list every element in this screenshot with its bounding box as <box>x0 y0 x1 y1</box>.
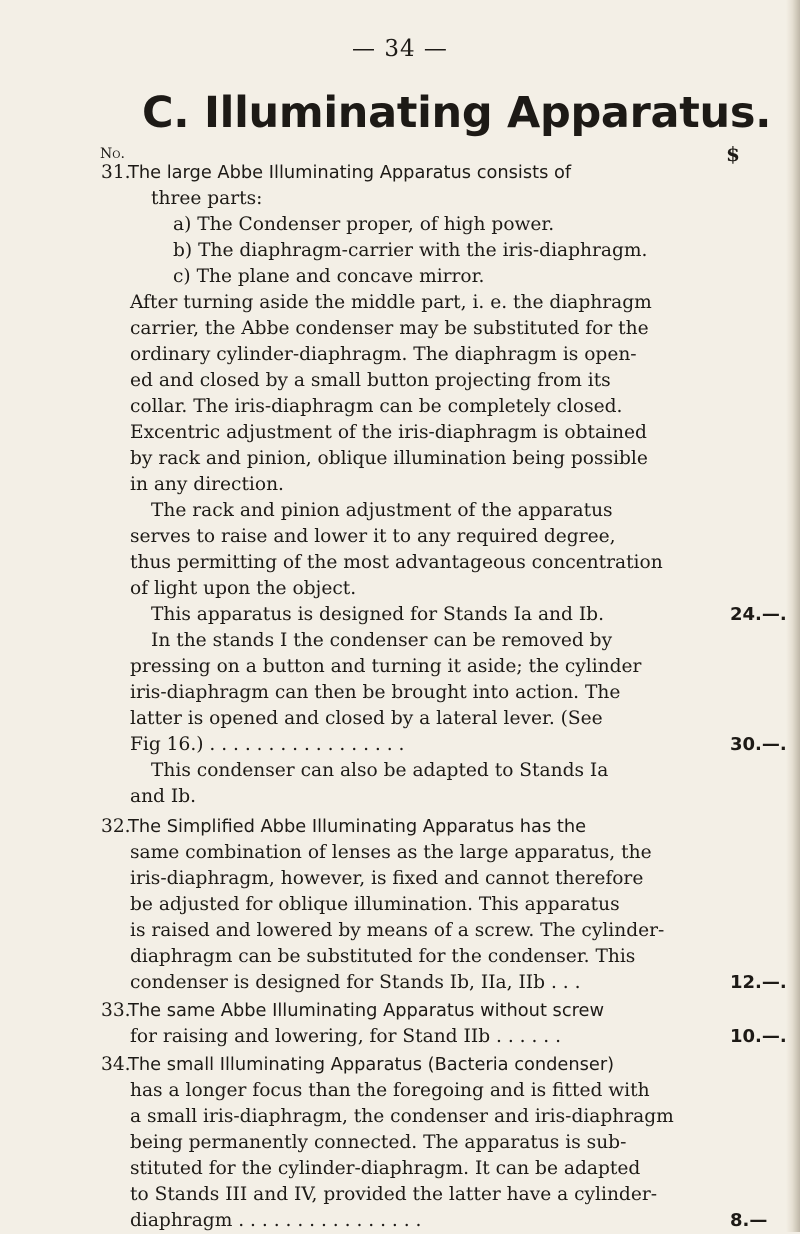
entry-number-31: 31. <box>101 162 131 183</box>
page-number: — 34 — <box>352 36 448 62</box>
entry-31-line-6: After turning aside the middle part, i. e. the diaphragm <box>130 292 652 313</box>
entry-34-line-4: being permanently connected. The apparatus is sub- <box>130 1132 627 1153</box>
entry-32-line-5: is raised and lowered by means of a screw. The cylinder- <box>130 920 665 941</box>
entry-31-line-21: iris-diaphragm can then be brought into action. The <box>130 682 621 703</box>
entry-31-line-2: three parts: <box>151 188 263 209</box>
entry-31-line-3: a) The Condenser proper, of high power. <box>173 214 555 235</box>
entry-32-line-1: The Simplified Abbe Illuminating Apparatus has the <box>128 816 587 837</box>
entry-31-line-19: In the stands I the condenser can be removed by <box>151 630 613 651</box>
price-stands-ia-ib: 24.—. <box>730 604 787 625</box>
entry-31-line-14: The rack and pinion adjustment of the apparatus <box>151 500 613 521</box>
entry-34-line-3: a small iris-diaphragm, the condenser and iris-diaphragm <box>130 1106 674 1127</box>
entry-32-line-6: diaphragm can be substituted for the condenser. This <box>130 946 636 967</box>
entry-34-line-5: stituted for the cylinder-diaphragm. It can be adapted <box>130 1158 641 1179</box>
entry-31-line-1: The large Abbe Illuminating Apparatus consists of <box>128 162 572 183</box>
entry-32-line-2: same combination of lenses as the large apparatus, the <box>130 842 652 863</box>
entry-31-line-18: This apparatus is designed for Stands Ia and Ib. <box>151 604 604 625</box>
entry-31-line-7: carrier, the Abbe condenser may be substituted for the <box>130 318 649 339</box>
page-edge-shadow <box>786 0 800 1232</box>
entry-31-line-25: and Ib. <box>130 786 197 807</box>
entry-number-34: 34. <box>101 1054 131 1075</box>
entry-34-line-2: has a longer focus than the foregoing and is fitted with <box>130 1080 650 1101</box>
price-bacteria-condenser: 8.— <box>730 1210 768 1231</box>
entry-34-line-1: The small Illuminating Apparatus (Bacteria condenser) <box>128 1054 615 1075</box>
entry-34-line-6: to Stands III and IV, provided the latter have a cylinder- <box>130 1184 657 1205</box>
entry-31-line-24: This condenser can also be adapted to Stands Ia <box>151 760 609 781</box>
entry-33-line-1: The same Abbe Illuminating Apparatus without screw <box>128 1000 605 1021</box>
entry-31-line-23: Fig 16.) . . . . . . . . . . . . . . . . . <box>130 734 405 755</box>
price-simplified-abbe: 12.—. <box>730 972 787 993</box>
section-heading: C. Illuminating Apparatus. <box>142 88 772 138</box>
entry-31-line-13: in any direction. <box>130 474 284 495</box>
entry-31-line-12: by rack and pinion, oblique illumination being possible <box>130 448 648 469</box>
entry-31-line-20: pressing on a button and turning it aside; the cylinder <box>130 656 642 677</box>
entry-33-line-2: for raising and lowering, for Stand IIb . . . . . . <box>130 1026 562 1047</box>
entry-31-line-11: Excentric adjustment of the iris-diaphragm is obtained <box>130 422 647 443</box>
entry-32-line-7: condenser is designed for Stands Ib, IIa, IIb . . . <box>130 972 581 993</box>
entry-31-line-17: of light upon the object. <box>130 578 357 599</box>
entry-31-line-5: c) The plane and concave mirror. <box>173 266 485 287</box>
entry-31-line-16: thus permitting of the most advantageous concentration <box>130 552 663 573</box>
price-column-header: $ <box>726 142 740 166</box>
entry-31-line-9: ed and closed by a small button projecting from its <box>130 370 611 391</box>
price-abbe-without-screw: 10.—. <box>730 1026 787 1047</box>
entry-32-line-4: be adjusted for oblique illumination. This apparatus <box>130 894 620 915</box>
entry-31-line-4: b) The diaphragm-carrier with the iris-diaphragm. <box>173 240 648 261</box>
entry-number-33: 33. <box>101 1000 131 1021</box>
entry-31-line-8: ordinary cylinder-diaphragm. The diaphragm is open- <box>130 344 637 365</box>
number-column-header: No. <box>100 146 125 162</box>
entry-34-line-7: diaphragm . . . . . . . . . . . . . . . . <box>130 1210 422 1231</box>
entry-31-line-15: serves to raise and lower it to any required degree, <box>130 526 616 547</box>
entry-31-line-22: latter is opened and closed by a lateral lever. (See <box>130 708 603 729</box>
entry-number-32: 32. <box>101 816 131 837</box>
entry-32-line-3: iris-diaphragm, however, is fixed and cannot therefore <box>130 868 644 889</box>
entry-31-line-10: collar. The iris-diaphragm can be completely closed. <box>130 396 623 417</box>
price-fig-16: 30.—. <box>730 734 787 755</box>
